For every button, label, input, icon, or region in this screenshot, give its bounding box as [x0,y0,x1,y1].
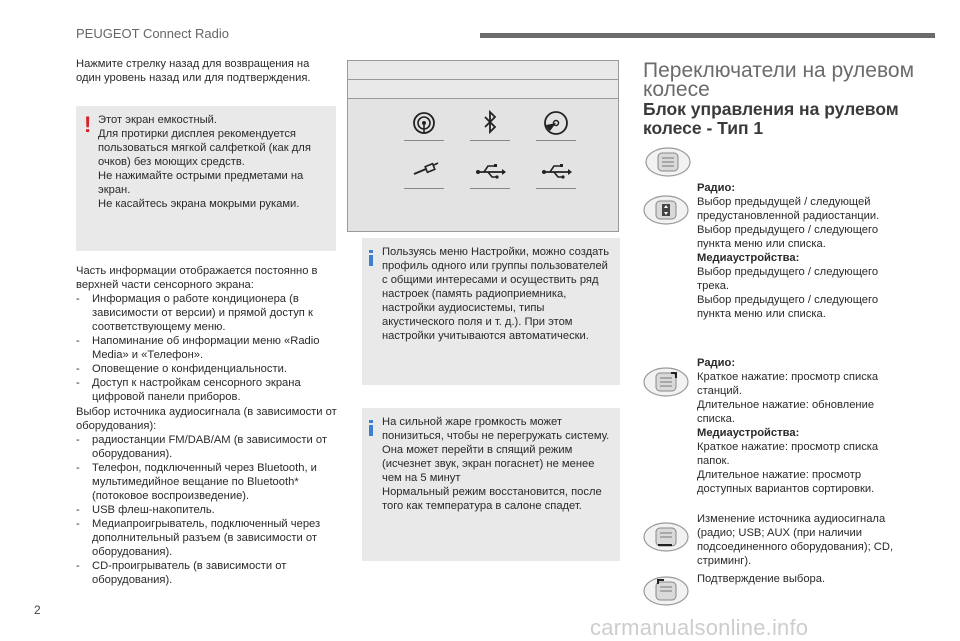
header-title: PEUGEOT Connect Radio [76,26,229,41]
section-subtitle: Блок управления на рулевом колесе - Тип 1 [643,99,899,138]
touchscreen-illustration [347,60,619,232]
info-icon [369,420,373,436]
screen-top-bar [348,61,618,80]
section-title: Переключатели на рулевом колесе [643,59,915,101]
list-control-icon [642,365,690,404]
list-item: - Информация о работе кондиционера (в зависимости от версии) и прямой доступ к соответствующему меню. [76,292,338,334]
aux-jack-icon [404,155,444,189]
list-item: - Доступ к настройкам сенсорного экрана цифровой панели приборов. [76,376,338,404]
source-description: Изменение источника аудиосигнала (радио; USB; AUX (при наличии подсоединенного оборудования); CD, стриминг). [697,513,894,567]
page-number: 2 [34,603,41,617]
radio-icon [404,107,444,141]
list-item: - радиостанции FM/DAB/AM (в зависимости от оборудования). [76,433,338,461]
warning-icon: ! [84,112,92,137]
list-item: - Телефон, подключенный через Bluetooth, и мультимедийное вещание по Bluetooth* (потоковое воспроизведение). [76,461,338,503]
confirm-control-icon [642,574,690,613]
intro-paragraph: Нажмите стрелку назад для возвращения на один уровень назад или для подтверждения. [76,58,311,84]
usb-icon [470,155,510,189]
source-heading: Выбор источника аудиосигнала (в зависимости от оборудования): [76,406,337,432]
heat-note-text: На сильной жаре громкость может понизиться, чтобы не перегружать систему. Она может перейти в спящий режим (исчезнет звук, экран погаснет) не менее чем на 5 минут Нормальный режим восстановится, после того как температура в салоне спадет. [382,416,610,512]
list-description: Радио: Краткое нажатие: просмотр списка станций. Длительное нажатие: обновление списка. Медиаустройства: Краткое нажатие: просмотр списка папок. Длительное нажатие: просмотр доступных вариантов сортировки. [697,357,879,495]
settings-note-text: Пользуясь меню Настройки, можно создать профиль одного или группы пользователей с общими интересами и осуществить ряд настроек (память радиоприемника, настройки аудиосистемы, типы акустического поля и т. д.). При этом настройки учитываются автоматически. [382,246,610,342]
list-item: - Оповещение о конфиденциальности. [76,362,338,376]
list-item: - Медиапроигрыватель, подключенный через дополнительный разъем (в зависимости от оборудования). [76,517,338,559]
info-icon [369,250,373,266]
source-control-icon [642,520,690,559]
list-item: - Напоминание об информации меню «Radio Media» и «Телефон». [76,334,338,362]
watermark: carmanualsonline.info [590,615,809,640]
list-item: - USB флеш-накопитель. [76,503,338,517]
warning-box [76,106,336,251]
usb-icon [536,155,576,189]
source-section [76,405,338,587]
seek-description: Радио: Выбор предыдущей / следующей предустановленной радиостанции. Выбор предыдущего / следующего пункта меню или списка. Медиаустройства: Выбор предыдущего / следующего трека. Выбор предыдущего / следующего пункта меню или списка. [697,182,880,320]
seek-control-icon [642,193,690,232]
confirm-description: Подтверждение выбора. [697,573,826,585]
steering-control-top-image [644,145,692,184]
warning-text: Этот экран емкостный. Для протирки дисплея рекомендуется пользоваться мягкой салфеткой (как для очков) без моющих средств. Не нажимайте острыми предметами на экран. Не касайтесь экрана мокрыми руками. [98,114,311,210]
info-section [76,264,338,404]
heat-note-box [362,408,620,561]
header-rule [480,33,935,38]
info-heading: Часть информации отображается постоянно в верхней части сенсорного экрана: [76,265,318,291]
cd-icon [536,107,576,141]
screen-second-bar [348,80,618,99]
bluetooth-icon [470,107,510,141]
list-item: - CD-проигрыватель (в зависимости от оборудования). [76,559,338,587]
settings-note-box [362,238,620,385]
